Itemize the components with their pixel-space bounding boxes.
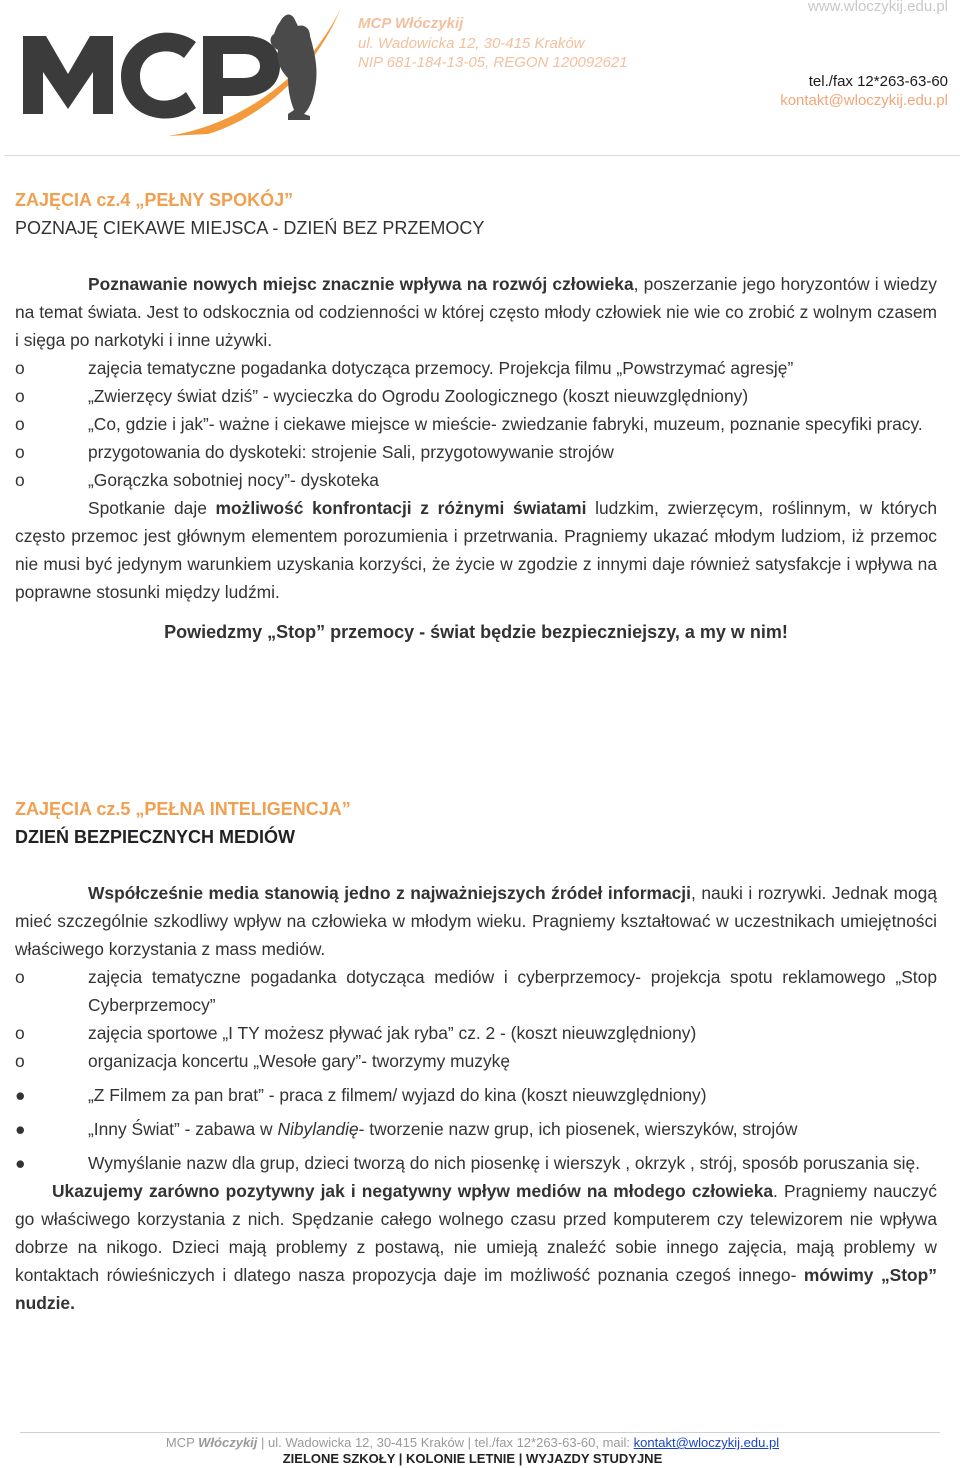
footer-details: | ul. Wadowicka 12, 30-415 Kraków | tel./fax 12*263-63-60, mail:: [257, 1435, 634, 1450]
intro-bold: Poznawanie nowych miejsc znacznie wpływa na rozwój człowieka: [88, 274, 634, 294]
footer-divider: [20, 1432, 940, 1433]
paragraph-text: ludzkim, zwierzęcym, roślinnym, w których często przemoc jest głównym elementem porozumienia i przetrwania. Pragniemy ukazać młodym ludziom, iż przemoc nie musi być jedynym warunkiem uzyskania korzyści, że życie w zgodzie z innymi daje również satysfakcje i wpływa na poprawne stosunki między ludźmi.: [15, 498, 937, 602]
footer-email-link[interactable]: kontakt@wloczykij.edu.pl: [633, 1435, 780, 1450]
list-marker: o: [15, 386, 25, 406]
bullet-marker: ●: [15, 1119, 26, 1139]
paragraph-end-bold: mówimy „Stop” nudzie.: [15, 1265, 937, 1313]
section-5: [15, 795, 937, 1317]
section-4: [15, 186, 937, 646]
section-5-bullets: [15, 1081, 937, 1177]
list-item: [15, 410, 937, 438]
section-5-title: ZAJĘCIA cz.5 „PEŁNA INTELIGENCJA”: [15, 799, 351, 819]
list-item: [15, 1019, 937, 1047]
bullet-text: „Inny Świat” - zabawa w: [88, 1119, 278, 1139]
list-item: [15, 963, 937, 1019]
paragraph-text: Spotkanie daje: [88, 498, 216, 518]
list-item-text: zajęcia tematyczne pogadanka dotycząca przemocy. Projekcja filmu „Powstrzymać agresję”: [88, 358, 794, 378]
list-item: [15, 1047, 937, 1075]
list-item: [15, 466, 937, 494]
section-5-subtitle: DZIEŃ BEZPIECZNYCH MEDIÓW: [15, 827, 296, 847]
email-link[interactable]: kontakt@wloczykij.edu.pl: [780, 92, 948, 109]
paragraph-bold: możliwość konfrontacji z różnymi światami: [215, 498, 587, 518]
list-item-text: przygotowania do dyskoteki: strojenie Sali, przygotowywanie strojów: [88, 442, 614, 462]
phone-number: tel./fax 12*263-63-60: [808, 73, 948, 90]
section-5-intro: [15, 879, 937, 963]
intro-text: , nauki i rozrywki. Jednak mogą mieć szczególnie szkodliwy wpływ na człowieka w młodym wieku. Pragniemy kształtować w uczestnikach umiejętności właściwego korzystania z mass mediów.: [15, 883, 937, 959]
bullet-text: „Z Filmem za pan brat” - praca z filmem/ wyjazd do kina (koszt nieuwzględniony): [88, 1085, 707, 1105]
list-marker: o: [15, 358, 25, 378]
footer-firm-name: Włóczykij: [198, 1435, 258, 1450]
bullet-item: [15, 1115, 937, 1143]
footer-firm: MCP: [165, 1435, 199, 1450]
bullet-text: Wymyślanie nazw dla grup, dzieci tworzą do nich piosenkę i wierszyk , okrzyk , strój, sposób poruszania się.: [88, 1153, 921, 1173]
list-marker: o: [15, 1051, 25, 1071]
paragraph-text: . Pragniemy nauczyć go właściwego korzystania z nich. Spędzanie całego wolnego czasu przed komputerem czy telewizorem nie wpływa dobrze na nikogo. Dzieci mają problemy z postawą, nie umieją znaleźć sobie innego zajęcia, mają problemy w kontaktach rówieśniczych i dlatego nasza propozycja daje im możliwość poznania czegoś innego-: [15, 1181, 937, 1285]
company-address: ul. Wadowicka 12, 30-415 Kraków: [358, 34, 585, 52]
section-5-paragraph: [15, 1177, 937, 1317]
list-marker: o: [15, 414, 25, 434]
section-4-title: ZAJĘCIA cz.4 „PEŁNY SPOKÓJ”: [15, 190, 294, 210]
list-marker: o: [15, 442, 25, 462]
list-item: [15, 354, 937, 382]
section-4-list: [15, 354, 937, 494]
company-registry: NIP 681-184-13-05, REGON 120092621: [358, 54, 628, 71]
list-item-text: „Gorączka sobotniej nocy”- dyskoteka: [88, 470, 379, 490]
list-item-text: zajęcia tematyczne pogadanka dotycząca mediów i cyberprzemocy- projekcja spotu reklamowego „Stop Cyberprzemocy”: [88, 967, 937, 1015]
list-marker: o: [15, 1023, 25, 1043]
list-item-text: zajęcia sportowe „I TY możesz pływać jak ryba” cz. 2 - (koszt nieuwzględniony): [88, 1023, 697, 1043]
paragraph-bold: Ukazujemy zarówno pozytywny jak i negatywny wpływ mediów na młodego człowieka: [52, 1181, 774, 1201]
mcp-logo: [18, 4, 348, 144]
footer-contact: [0, 1434, 945, 1451]
intro-text: , poszerzanie jego horyzontów i wiedzy na temat świata. Jest to odskocznia od codzienności w której często młody człowiek nie wie co zrobić z wolnym czasem i sięga po narkotyki i inne używki.: [15, 274, 937, 350]
list-item: [15, 382, 937, 410]
bullet-italic: Nibylandię: [277, 1119, 359, 1139]
bullet-item: [15, 1149, 937, 1177]
section-4-slogan: Powiedzmy „Stop” przemocy - świat będzie bezpieczniejszy, a my w nim!: [164, 622, 788, 642]
list-item: [15, 438, 937, 466]
section-4-subtitle: POZNAJĘ CIEKAWE MIEJSCA - DZIEŃ BEZ PRZEMOCY: [15, 218, 485, 238]
list-marker: o: [15, 967, 25, 987]
list-item-text: „Zwierzęcy świat dziś” - wycieczka do Ogrodu Zoologicznego (koszt nieuwzględniony): [88, 386, 749, 406]
bullet-item: [15, 1081, 937, 1109]
section-4-paragraph: [15, 494, 937, 606]
header-divider: [4, 155, 960, 156]
list-item-text: „Co, gdzie i jak”- ważne i ciekawe miejsce w mieście- zwiedzanie fabryki, muzeum, poznanie specyfiki pracy.: [88, 414, 923, 434]
footer-tagline: ZIELONE SZKOŁY | KOLONIE LETNIE | WYJAZDY STUDYJNE: [282, 1451, 663, 1466]
list-marker: o: [15, 470, 25, 490]
section-5-list: [15, 963, 937, 1075]
bullet-text: - tworzenie nazw grup, ich piosenek, wierszyków, strojów: [358, 1119, 798, 1139]
website-link[interactable]: www.wloczykij.edu.pl: [807, 0, 948, 15]
section-4-intro: [15, 270, 937, 354]
contact-info: [780, 0, 948, 110]
bullet-marker: ●: [15, 1153, 26, 1173]
company-name: MCP Włóczykij: [358, 15, 464, 32]
bullet-marker: ●: [15, 1085, 26, 1105]
list-item-text: organizacja koncertu „Wesołe gary”- tworzymy muzykę: [88, 1051, 511, 1071]
company-info: [358, 14, 628, 73]
intro-bold: Współcześnie media stanowią jedno z najważniejszych źródeł informacji: [88, 883, 691, 903]
